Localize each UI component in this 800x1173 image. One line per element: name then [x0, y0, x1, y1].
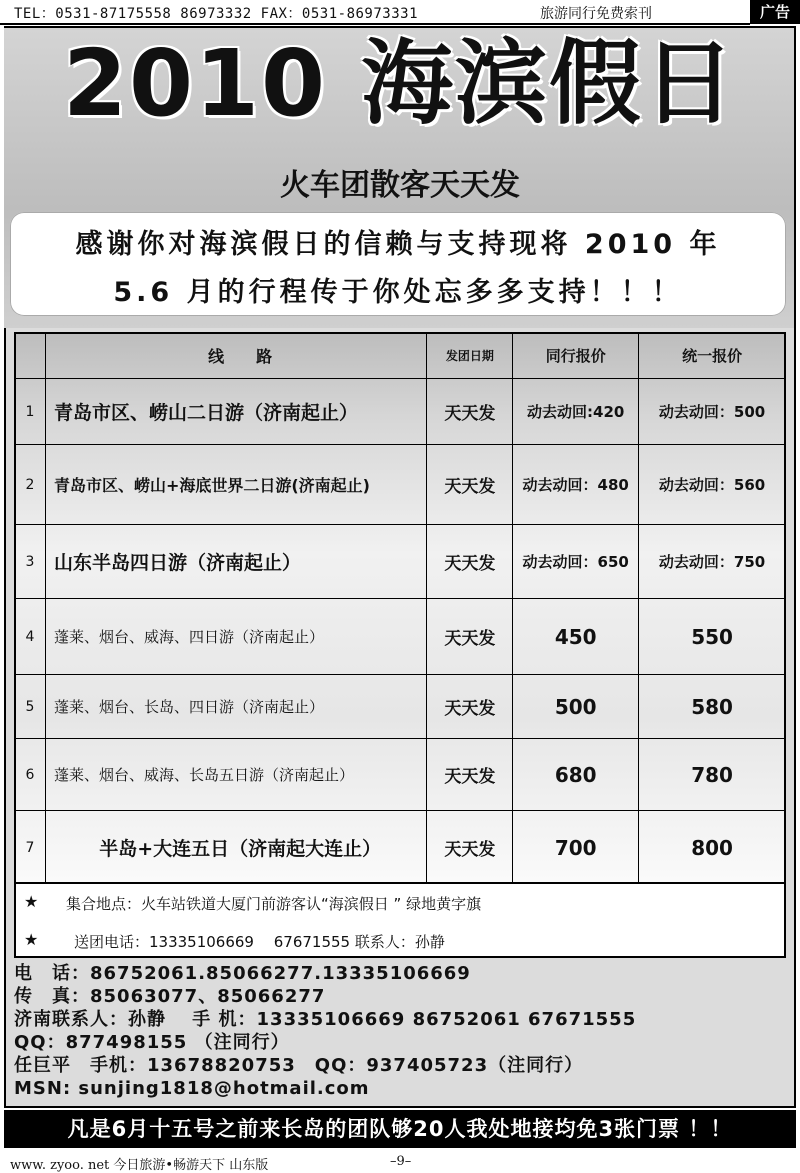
contact-block [14, 962, 794, 1100]
header-route: 线 路 [45, 333, 426, 379]
table-row [15, 811, 786, 885]
contact-line: TEL：0531-87175558 86973332 FAX：0531-86973331 [14, 6, 419, 22]
row-route: 蓬莱、烟台、长岛、四日游（济南起止） [45, 675, 426, 739]
row-no: 5 [15, 675, 46, 739]
table-row [15, 599, 786, 675]
routes-table [14, 332, 786, 885]
table-row [15, 525, 786, 599]
row-peer-price: 动去动回：650 [513, 525, 639, 599]
row-route: 蓬莱、烟台、威海、长岛五日游（济南起止） [45, 739, 426, 811]
row-route: 蓬莱、烟台、威海、四日游（济南起止） [45, 599, 426, 675]
footer [10, 1152, 790, 1172]
ad-tag: 广告 [750, 0, 800, 24]
publication-name: 旅游同行免费索刊 [540, 6, 652, 22]
footer-site: www. zyoo. net 今日旅游•畅游天下 山东版 [10, 1158, 269, 1173]
row-unified-price: 动去动回：750 [639, 525, 786, 599]
row-unified-price: 780 [639, 739, 786, 811]
row-no: 1 [15, 379, 46, 445]
row-date: 天天发 [427, 379, 513, 445]
row-unified-price: 550 [639, 599, 786, 675]
table-row [15, 739, 786, 811]
contact-jinan: 济南联系人：孙静 手 机：13335106669 86752061 67671555 [14, 1009, 637, 1030]
contact-ren: 任巨平 手机：13678820753 QQ：937405723（注同行） [14, 1055, 584, 1076]
row-no: 6 [15, 739, 46, 811]
header-date: 发团日期 [427, 333, 513, 379]
row-date: 天天发 [427, 525, 513, 599]
row-date: 天天发 [427, 675, 513, 739]
row-no: 4 [15, 599, 46, 675]
thanks-banner [10, 212, 786, 316]
top-bar [0, 0, 800, 24]
table-header-row [15, 333, 786, 379]
star-icon: ★ [24, 892, 39, 911]
banner-line-1: 感谢你对海滨假日的信赖与支持现将 2010 年 [75, 229, 721, 260]
row-unified-price: 800 [639, 811, 786, 885]
send-off-phone-note [14, 922, 786, 958]
header-no [15, 333, 46, 379]
row-no: 3 [15, 525, 46, 599]
row-peer-price: 动去动回：480 [513, 445, 639, 525]
row-no: 7 [15, 811, 46, 885]
row-peer-price: 500 [513, 675, 639, 739]
main-title: 2010 海滨假日 [62, 30, 738, 137]
contact-phone: 电 话：86752061.85066277.13335106669 [14, 963, 471, 984]
row-route: 山东半岛四日游（济南起止） [45, 525, 426, 599]
note-text: 集合地点：火车站铁道大厦门前游客认“海滨假日 ” 绿地黄字旗 [66, 895, 482, 913]
row-peer-price: 700 [513, 811, 639, 885]
row-peer-price: 动去动回:420 [513, 379, 639, 445]
contact-fax: 传 真：85063077、85066277 [14, 986, 326, 1007]
row-peer-price: 450 [513, 599, 639, 675]
row-unified-price: 580 [639, 675, 786, 739]
row-unified-price: 动去动回：560 [639, 445, 786, 525]
row-no: 2 [15, 445, 46, 525]
contact-msn: MSN: sunjing1818@hotmail.com [14, 1078, 370, 1099]
row-route: 青岛市区、崂山二日游（济南起止） [45, 379, 426, 445]
table-row [15, 675, 786, 739]
star-icon: ★ [24, 930, 39, 949]
header-peer-price: 同行报价 [513, 333, 639, 379]
table-row [15, 379, 786, 445]
meeting-point-note [14, 884, 786, 920]
row-route: 半岛+大连五日（济南起大连止） [45, 811, 426, 885]
note-text: 送团电话：13335106669 67671555 联系人：孙静 [74, 933, 445, 951]
row-route: 青岛市区、崂山+海底世界二日游(济南起止) [45, 445, 426, 525]
row-date: 天天发 [427, 445, 513, 525]
row-peer-price: 680 [513, 739, 639, 811]
subtitle: 火车团散客天天发 [280, 168, 520, 203]
row-date: 天天发 [427, 739, 513, 811]
row-date: 天天发 [427, 599, 513, 675]
row-unified-price: 动去动回：500 [639, 379, 786, 445]
row-date: 天天发 [427, 811, 513, 885]
promo-banner: 凡是6月十五号之前来长岛的团队够20人我处地接均免3张门票 ！！ [4, 1110, 796, 1148]
page-number: –9– [390, 1154, 412, 1169]
contact-qq: QQ：877498155 （注同行） [14, 1032, 290, 1053]
banner-line-2: 5.6 月的行程传于你处忘多多支持！！！ [113, 277, 683, 308]
top-rule [0, 23, 750, 25]
header-unified-price: 统一报价 [639, 333, 786, 379]
table-row [15, 445, 786, 525]
